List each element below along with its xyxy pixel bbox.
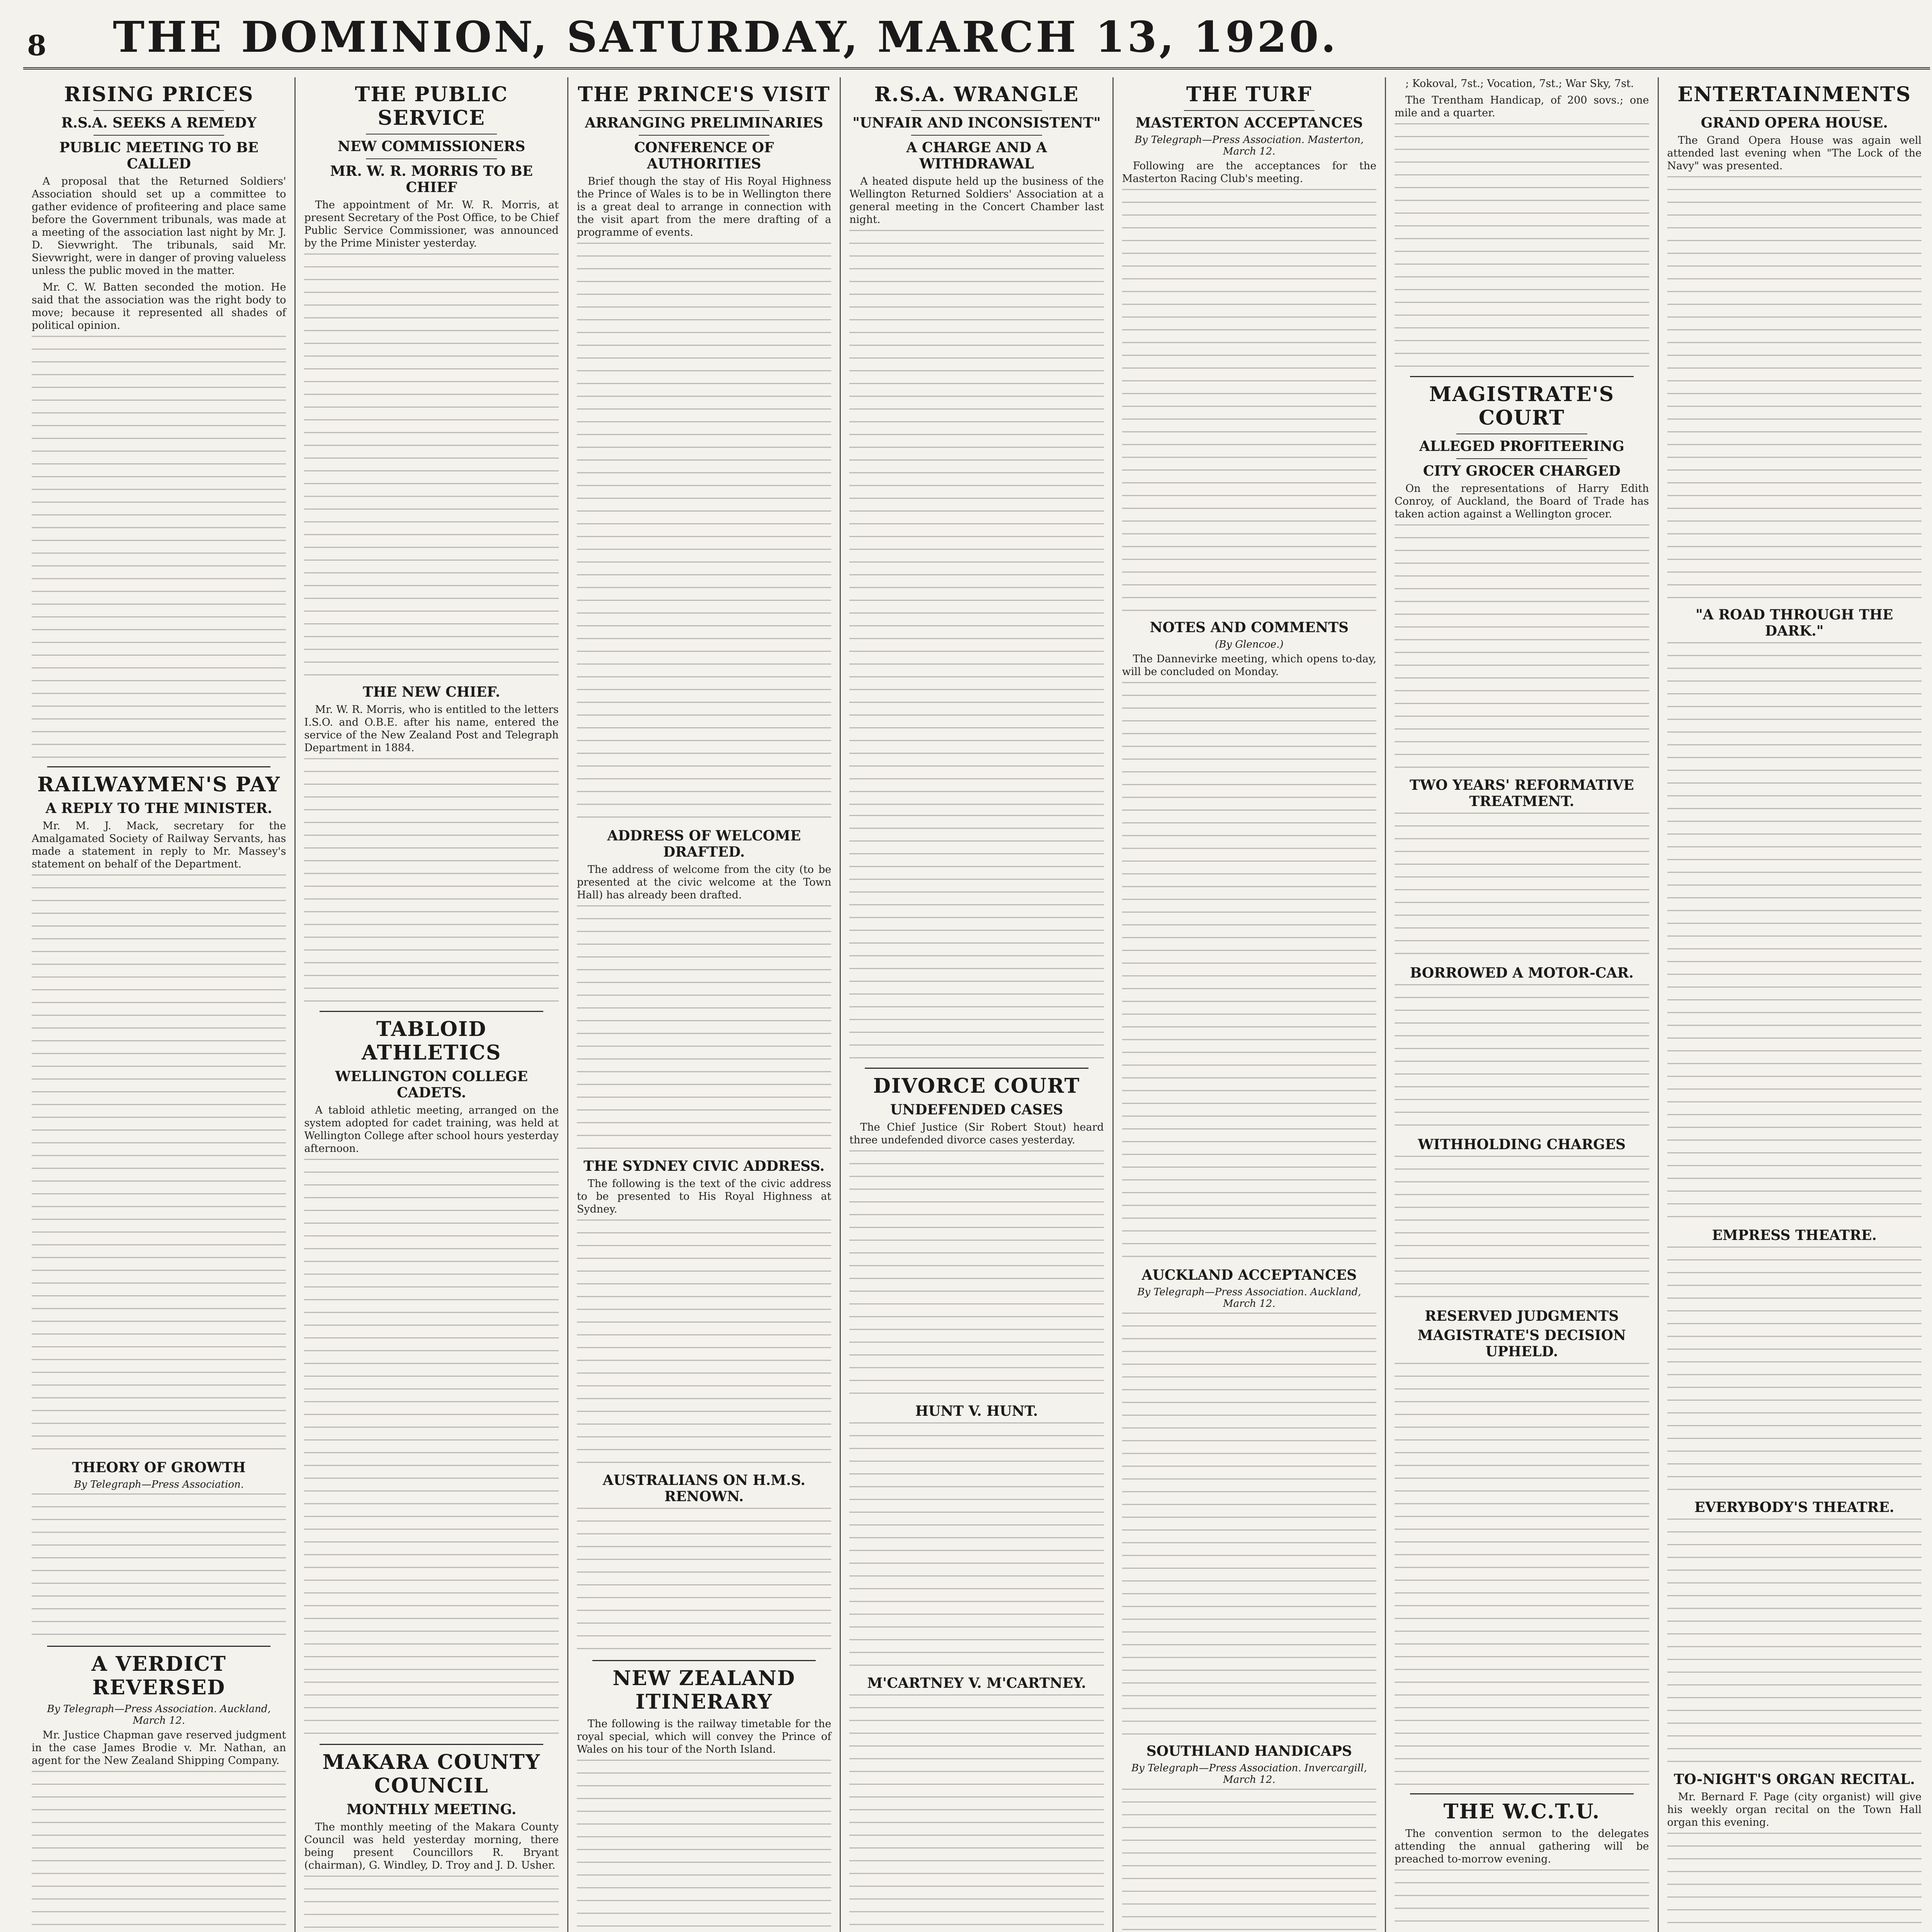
- subhead: M'CARTNEY V. M'CARTNEY.: [867, 1675, 1086, 1691]
- subhead: MR. W. R. MORRIS TO BE CHIEF: [330, 163, 533, 196]
- article-body: [849, 1150, 1104, 1398]
- headline-tabloid-athletics: TABLOID ATHLETICS: [361, 1017, 502, 1065]
- subhead: BORROWED A MOTOR-CAR.: [1410, 965, 1634, 981]
- subhead: THE NEW CHIEF.: [362, 684, 500, 700]
- divider: [320, 1011, 543, 1012]
- article-body: [1667, 1247, 1922, 1494]
- divider: [865, 1068, 1088, 1069]
- article-text: The following is the railway timetable for the royal special, which will convey the Prince of Wales on his tour of the North Island.: [577, 1718, 832, 1755]
- article-body: [1395, 1156, 1649, 1303]
- article-body: [849, 1422, 1104, 1670]
- byline: (By Glencoe.): [1215, 639, 1284, 650]
- subhead: TWO YEARS' REFORMATIVE TREATMENT.: [1409, 777, 1634, 810]
- headline-makara-county-council: MAKARA COUNTY COUNCIL: [322, 1750, 541, 1798]
- subhead: CONFERENCE OF AUTHORITIES: [634, 139, 774, 172]
- divider: [366, 158, 497, 159]
- article-body: [304, 253, 558, 679]
- subhead: ARRANGING PRELIMINARIES: [585, 115, 823, 131]
- headline-railwaymens-pay: RAILWAYMEN'S PAY: [37, 773, 281, 796]
- divider: [592, 1660, 816, 1661]
- article-text: Mr. M. J. Mack, secretary for the Amalgamated Society of Railway Servants, has made a statement in reply to Mr. Massey's statement on behalf of the Department.: [32, 820, 286, 870]
- subhead: THEORY OF GROWTH: [72, 1459, 246, 1476]
- column-1: [23, 77, 296, 1932]
- column-6: [1386, 77, 1658, 1932]
- headline-divorce-court: DIVORCE COURT: [873, 1074, 1080, 1098]
- subhead: ALLEGED PROFITEERING: [1419, 438, 1624, 454]
- article-text: Mr. C. W. Batten seconded the motion. He said that the association was the right body to move; because it represented all shades of political opinion.: [32, 281, 286, 332]
- subhead: AUCKLAND ACCEPTANCES: [1141, 1267, 1357, 1283]
- article-text: The convention sermon to the delegates attending the annual gathering will be preached to-morrow evening.: [1395, 1828, 1649, 1865]
- byline: By Telegraph—Press Association. Masterton, March 12.: [1134, 134, 1364, 157]
- article-text: Mr. Justice Chapman gave reserved judgment in the case James Brodie v. Mr. Nathan, an agent for the New Zealand Shipping Company.: [32, 1729, 286, 1767]
- article-body: [1395, 123, 1649, 371]
- article-body: [1395, 1363, 1649, 1788]
- byline: By Telegraph—Press Association. Invercargill, March 12.: [1131, 1762, 1367, 1786]
- article-body: [304, 1876, 558, 1932]
- newspaper-title: THE DOMINION, SATURDAY, MARCH 13, 1920.: [113, 12, 1338, 62]
- article-body: [32, 336, 286, 761]
- column-4: [841, 77, 1113, 1932]
- subhead: MAGISTRATE'S DECISION UPHELD.: [1417, 1327, 1626, 1360]
- divider: [47, 1646, 270, 1647]
- article-text: The Grand Opera House was again well attended last evening when "The Lock of the Navy" was presented.: [1667, 134, 1922, 172]
- article-body: [1667, 1833, 1922, 1932]
- divider: [639, 135, 769, 136]
- subhead: MONTHLY MEETING.: [346, 1801, 517, 1818]
- article-text: The following is the text of the civic address to be presented to His Royal Highness at Sydney.: [577, 1178, 832, 1215]
- subhead: "A ROAD THROUGH THE DARK.": [1696, 607, 1893, 639]
- article-body: [577, 1508, 831, 1655]
- byline: By Telegraph—Press Association.: [74, 1479, 244, 1490]
- headline-rising-prices: RISING PRICES: [64, 83, 254, 106]
- article-body: [1395, 524, 1649, 772]
- subhead: PUBLIC MEETING TO BE CALLED: [59, 139, 259, 172]
- masthead: [23, 12, 1930, 70]
- article-text: Following are the acceptances for the Masterton Racing Club's meeting.: [1122, 160, 1377, 185]
- headline-nz-itinerary: NEW ZEALAND ITINERARY: [612, 1667, 796, 1714]
- subhead: "UNFAIR AND INCONSISTENT": [852, 115, 1101, 131]
- column-7: [1659, 77, 1930, 1932]
- article-body: [1667, 642, 1922, 1222]
- column-2: [296, 77, 568, 1932]
- article-body: [577, 1219, 831, 1467]
- divider: [1729, 110, 1860, 111]
- article-body: [1667, 1519, 1922, 1766]
- subhead: HUNT V. HUNT.: [915, 1403, 1038, 1419]
- article-text: The appointment of Mr. W. R. Morris, at present Secretary of the Post Office, to be Chief Public Service Commissioner, was announced by the Prime Minister yesterday.: [304, 199, 559, 249]
- article-text: Mr. W. R. Morris, who is entitled to the letters I.S.O. and O.B.E. after his name, entered the service of the New Zealand Post and Telegraph Department in 1884.: [304, 704, 559, 754]
- article-body: [32, 874, 286, 1454]
- article-body: [1395, 984, 1649, 1131]
- subhead: A CHARGE AND A WITHDRAWAL: [906, 139, 1047, 172]
- headline-the-turf: THE TURF: [1186, 83, 1312, 106]
- subhead: R.S.A. SEEKS A REMEDY: [61, 115, 257, 131]
- article-text: The Trentham Handicap, of 200 sovs.; one mile and a quarter.: [1395, 94, 1649, 119]
- article-body: [1395, 1869, 1649, 1932]
- divider: [911, 135, 1042, 136]
- subhead: MASTERTON ACCEPTANCES: [1135, 115, 1363, 131]
- subhead: UNDEFENDED CASES: [890, 1102, 1063, 1118]
- article-body: [1122, 1313, 1376, 1738]
- divider: [320, 1744, 543, 1745]
- subhead: WELLINGTON COLLEGE CADETS.: [335, 1068, 528, 1101]
- divider: [911, 110, 1042, 111]
- columns: [23, 77, 1930, 1932]
- subhead: ADDRESS OF WELCOME DRAFTED.: [607, 828, 801, 860]
- subhead: AUSTRALIANS ON H.M.S. RENOWN.: [602, 1472, 806, 1505]
- subhead: THE SYDNEY CIVIC ADDRESS.: [583, 1158, 825, 1174]
- article-body: [1667, 176, 1922, 601]
- article-body: [849, 1694, 1104, 1932]
- article-body: [577, 243, 831, 822]
- article-body: [577, 1760, 831, 1932]
- divider: [639, 110, 769, 111]
- article-text: ; Kokoval, 7st.; Vocation, 7st.; War Sky, 7st.: [1405, 78, 1634, 90]
- article-body: [849, 230, 1104, 810]
- article-body: [304, 758, 558, 1005]
- headline-magistrates-court: MAGISTRATE'S COURT: [1429, 383, 1615, 430]
- article-body: [1395, 813, 1649, 959]
- headline-princes-visit: THE PRINCE'S VISIT: [578, 83, 830, 106]
- article-text: The Dannevirke meeting, which opens to-day, will be concluded on Monday.: [1122, 653, 1377, 678]
- divider: [47, 766, 270, 767]
- subhead: EVERYBODY'S THEATRE.: [1694, 1499, 1895, 1515]
- divider: [1410, 376, 1633, 377]
- article-body: [304, 1159, 558, 1738]
- subhead: TO-NIGHT'S ORGAN RECITAL.: [1673, 1771, 1915, 1787]
- article-body: [1122, 682, 1376, 1262]
- subhead: WITHHOLDING CHARGES: [1418, 1136, 1626, 1153]
- article-body: [32, 1493, 286, 1640]
- byline: By Telegraph—Press Association. Auckland, March 12.: [47, 1703, 271, 1726]
- article-text: A heated dispute held up the business of the Wellington Returned Soldiers' Association at a general meeting in the Concert Chamber last night.: [849, 175, 1104, 226]
- article-body: [32, 1771, 286, 1932]
- page-number: 8: [27, 29, 47, 62]
- article-text: The address of welcome from the city (to be presented at the civic welcome at the Town Hall) has already been drafted.: [577, 864, 832, 901]
- subhead: NEW COMMISSIONERS: [337, 138, 526, 155]
- subhead: CITY GROCER CHARGED: [1423, 463, 1621, 479]
- headline-wctu: THE W.C.T.U.: [1443, 1800, 1600, 1823]
- article-body: [849, 815, 1104, 1062]
- article-text: The monthly meeting of the Makara County Council was held yesterday morning, there being present Councillors R. Bryant (chairman), G. Windley, D. Troy and J. D. Usher.: [304, 1821, 559, 1871]
- headline-public-service: THE PUBLIC SERVICE: [355, 83, 508, 130]
- column-5: [1114, 77, 1386, 1932]
- subhead: A REPLY TO THE MINISTER.: [45, 800, 272, 816]
- headline-entertainments: ENTERTAINMENTS: [1677, 83, 1912, 106]
- divider: [1456, 458, 1587, 459]
- divider: [94, 110, 224, 111]
- divider: [94, 135, 224, 136]
- column-3: [568, 77, 841, 1932]
- article-text: A tabloid athletic meeting, arranged on the system adopted for cadet training, was held at Wellington College after school hours yesterday afternoon.: [304, 1104, 559, 1155]
- subhead: SOUTHLAND HANDICAPS: [1146, 1743, 1352, 1759]
- article-text: A proposal that the Returned Soldiers' Association should set up a committee to gather evidence of profiteering and place same before the Government tribunals, was made at a meeting of the association last night by Mr. J. D. Sievwright. The tribunals, said Mr. Sievwright, were in danger of proving valueless unless the public moved in the matter.: [32, 175, 286, 277]
- subhead: RESERVED JUDGMENTS: [1425, 1308, 1619, 1324]
- headline-verdict-reversed: A VERDICT REVERSED: [91, 1652, 226, 1699]
- article-text: Mr. Bernard F. Page (city organist) will give his weekly organ recital on the Town Hall organ this evening.: [1667, 1791, 1922, 1828]
- article-body: [1122, 189, 1376, 614]
- article-body: [1122, 1789, 1376, 1932]
- article-body: [577, 905, 831, 1153]
- subhead: NOTES AND COMMENTS: [1150, 619, 1349, 636]
- divider: [1184, 110, 1315, 111]
- article-text: The Chief Justice (Sir Robert Stout) heard three undefended divorce cases yesterday.: [849, 1121, 1104, 1146]
- article-text: Brief though the stay of His Royal Highness the Prince of Wales is to be in Wellington there is a great deal to arrange in connection with the visit apart from the mere drafting of a programme of events.: [577, 175, 832, 238]
- headline-rsa-wrangle: R.S.A. WRANGLE: [874, 83, 1079, 106]
- divider: [1410, 1793, 1633, 1794]
- byline: By Telegraph—Press Association. Auckland, March 12.: [1137, 1286, 1361, 1310]
- article-text: On the representations of Harry Edith Conroy, of Auckland, the Board of Trade has taken action against a Wellington grocer.: [1395, 483, 1649, 520]
- subhead: GRAND OPERA HOUSE.: [1701, 115, 1888, 131]
- subhead: EMPRESS THEATRE.: [1712, 1227, 1877, 1243]
